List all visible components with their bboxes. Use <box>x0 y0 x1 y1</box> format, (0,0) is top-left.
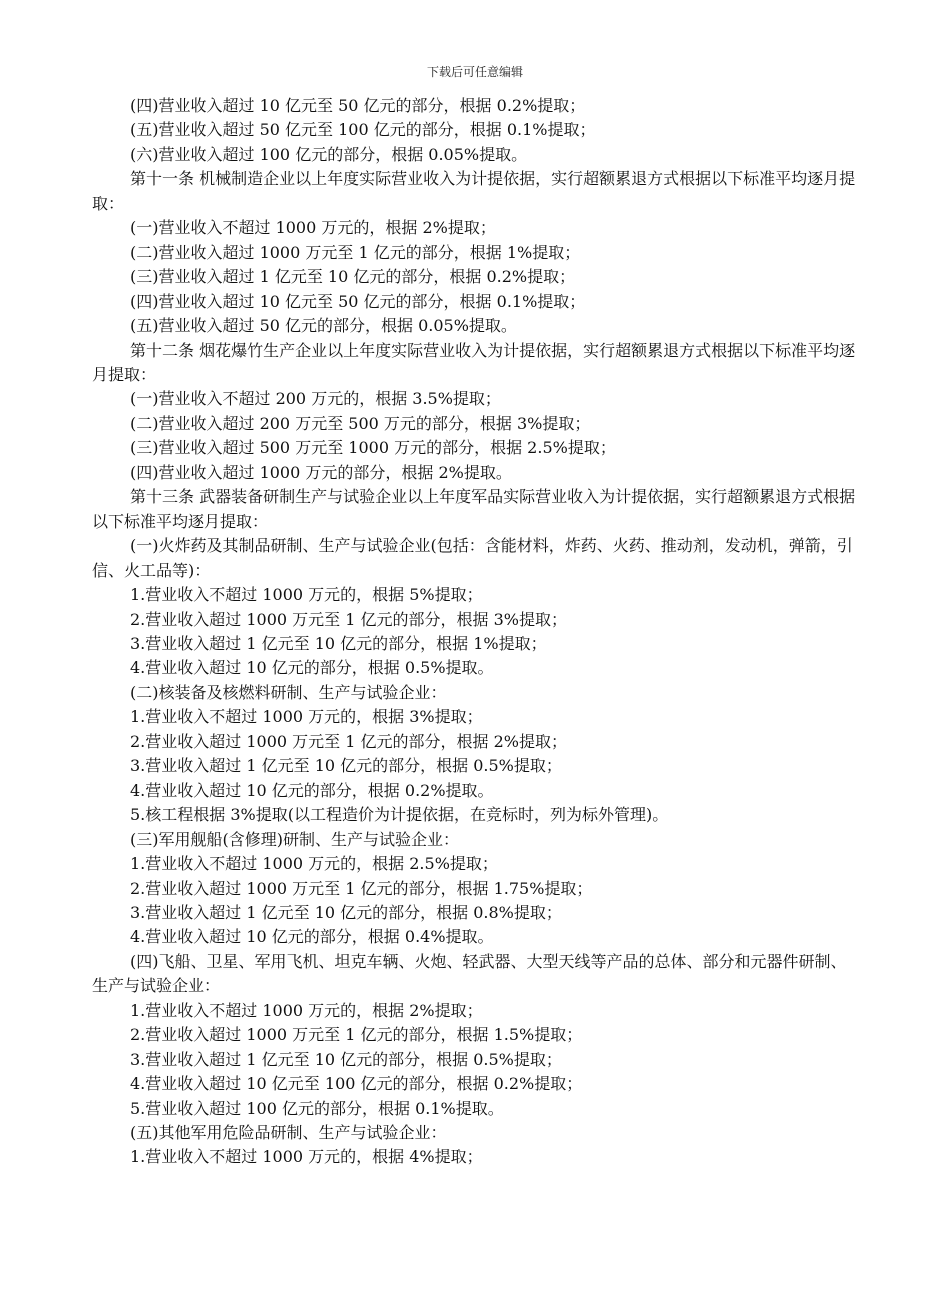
page-header: 下载后可任意编辑 <box>426 65 523 79</box>
document-line: 1.营业收入不超过 1000 万元的，根据 5%提取； <box>130 585 483 605</box>
document-line: (一)营业收入不超过 1000 万元的，根据 2%提取； <box>130 218 496 238</box>
document-line: (四)营业收入超过 10 亿元至 50 亿元的部分，根据 0.1%提取； <box>130 291 586 311</box>
document-line: 4.营业收入超过 10 亿元的部分，根据 0.2%提取。 <box>130 780 494 800</box>
document-line: 2.营业收入超过 1000 万元至 1 亿元的部分，根据 1.5%提取； <box>130 1025 583 1045</box>
document-line: 2.营业收入超过 1000 万元至 1 亿元的部分，根据 3%提取； <box>130 609 567 629</box>
document-line: (三)军用舰船(含修理)研制、生产与试验企业： <box>130 829 459 849</box>
document-line: (五)其他军用危险品研制、生产与试验企业： <box>130 1123 447 1143</box>
document-line: (四)飞船、卫星、军用飞机、坦克车辆、火炮、轻武器、大型天线等产品的总体、部分和元器件研制、生产与试验企业： <box>92 951 847 996</box>
document-line: 2.营业收入超过 1000 万元至 1 亿元的部分，根据 2%提取； <box>130 731 567 751</box>
document-line: 1.营业收入不超过 1000 万元的，根据 3%提取； <box>130 707 483 727</box>
document-line: 4.营业收入超过 10 亿元的部分，根据 0.5%提取。 <box>130 658 494 678</box>
document-line: 第十二条 烟花爆竹生产企业以上年度实际营业收入为计提依据，实行超额累退方式根据以下标准平均逐月提取： <box>92 340 856 384</box>
document-line: (六)营业收入超过 100 亿元的部分，根据 0.05%提取。 <box>130 144 528 164</box>
document-line: 2.营业收入超过 1000 万元至 1 亿元的部分，根据 1.75%提取； <box>130 878 593 898</box>
document-line: 3.营业收入超过 1 亿元至 10 亿元的部分，根据 0.5%提取； <box>130 1049 562 1069</box>
document-line: 1.营业收入不超过 1000 万元的，根据 2%提取； <box>130 1000 483 1020</box>
document-line: 1.营业收入不超过 1000 万元的，根据 2.5%提取； <box>130 854 498 874</box>
document-line: 3.营业收入超过 1 亿元至 10 亿元的部分，根据 0.5%提取； <box>130 756 562 776</box>
document-line: (二)营业收入超过 1000 万元至 1 亿元的部分，根据 1%提取； <box>130 242 581 262</box>
document-line: 4.营业收入超过 10 亿元的部分，根据 0.4%提取。 <box>130 927 494 947</box>
document-line: 3.营业收入超过 1 亿元至 10 亿元的部分，根据 1%提取； <box>130 633 547 653</box>
document-line: (一)营业收入不超过 200 万元的，根据 3.5%提取； <box>130 389 501 409</box>
document-line: 1.营业收入不超过 1000 万元的，根据 4%提取； <box>130 1147 483 1167</box>
document-line: (三)营业收入超过 500 万元至 1000 万元的部分，根据 2.5%提取； <box>130 438 616 458</box>
document-line: 第十三条 武器装备研制生产与试验企业以上年度军品实际营业收入为计提依据，实行超额累退方式根据以下标准平均逐月提取： <box>92 487 856 531</box>
document-line: (三)营业收入超过 1 亿元至 10 亿元的部分，根据 0.2%提取； <box>130 267 576 287</box>
document-line: (一)火炸药及其制品研制、生产与试验企业(包括：含能材料，炸药、火药、推动剂，发动机，弹箭，引信、火工品等)： <box>92 536 853 580</box>
document-body <box>92 94 862 1170</box>
document-line: (二)营业收入超过 200 万元至 500 万元的部分，根据 3%提取； <box>130 413 591 433</box>
document-line: 5.核工程根据 3%提取(以工程造价为计提依据，在竞标时，列为标外管理)。 <box>130 805 669 825</box>
document-line: 5.营业收入超过 100 亿元的部分，根据 0.1%提取。 <box>130 1098 504 1118</box>
document-line: 3.营业收入超过 1 亿元至 10 亿元的部分，根据 0.8%提取； <box>130 902 562 922</box>
document-line: (四)营业收入超过 1000 万元的部分，根据 2%提取。 <box>130 462 512 482</box>
document-line: (二)核装备及核燃料研制、生产与试验企业： <box>130 682 447 702</box>
document-line: 4.营业收入超过 10 亿元至 100 亿元的部分，根据 0.2%提取； <box>130 1074 583 1094</box>
document-line: (四)营业收入超过 10 亿元至 50 亿元的部分，根据 0.2%提取； <box>130 96 586 115</box>
document-line: 第十一条 机械制造企业以上年度实际营业收入为计提依据，实行超额累退方式根据以下标准平均逐月提取： <box>92 169 856 213</box>
document-line: (五)营业收入超过 50 亿元至 100 亿元的部分，根据 0.1%提取； <box>130 120 596 140</box>
document-line: (五)营业收入超过 50 亿元的部分，根据 0.05%提取。 <box>130 316 517 336</box>
